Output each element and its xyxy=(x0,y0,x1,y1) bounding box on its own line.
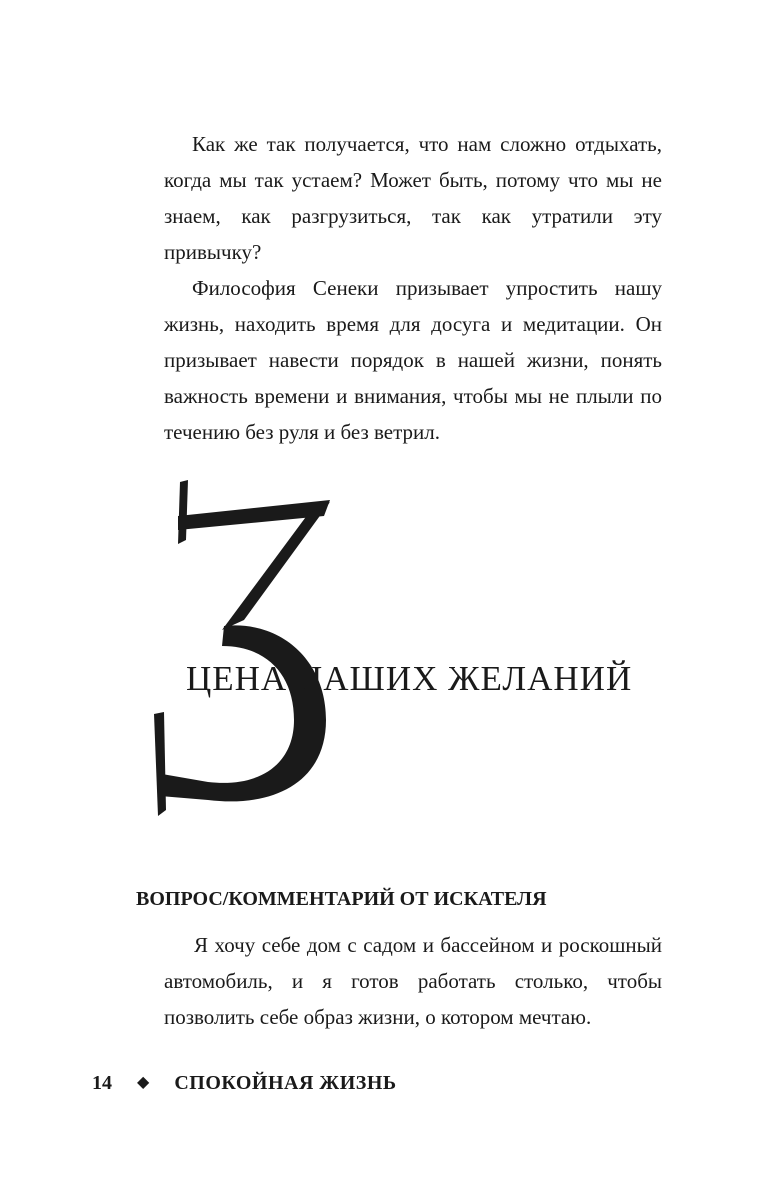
chapter-number-bowl xyxy=(160,625,326,801)
diamond-icon: ◆ xyxy=(137,1074,150,1091)
chapter-number xyxy=(148,470,348,830)
intro-paragraph-2: Философия Сенеки призывает упростить нашу жизнь, находить время для досуга и медитации. Он призывает навести порядок в нашей жизни, понять важность времени и внимания, чтобы мы не плыли по течению без руля и без ветрил. xyxy=(164,276,662,444)
chapter-title: ЦЕНА НАШИХ ЖЕЛАНИЙ xyxy=(186,659,633,698)
page-footer xyxy=(92,1068,397,1098)
page-number: 14 xyxy=(92,1072,112,1094)
seeker-paragraph: Я хочу себе дом с садом и бассейном и роскошный автомобиль, и я готов работать столько, чтобы позволить себе образ жизни, о котором мечтаю. xyxy=(164,933,662,1029)
seeker-text xyxy=(164,927,662,1035)
section-heading: ВОПРОС/КОММЕНТАРИЙ ОТ ИСКАТЕЛЯ xyxy=(136,888,547,910)
intro-paragraph-1: Как же так получается, что нам сложно отдыхать, когда мы так устаем? Может быть, потому что мы не знаем, как разгрузиться, так как утратили эту привычку? xyxy=(164,132,662,264)
chapter-number-bottom-serif xyxy=(154,712,166,816)
intro-text xyxy=(164,126,662,450)
chapter-number-top-serif xyxy=(178,480,188,544)
running-title: СПОКОЙНАЯ ЖИЗНЬ xyxy=(174,1072,397,1094)
